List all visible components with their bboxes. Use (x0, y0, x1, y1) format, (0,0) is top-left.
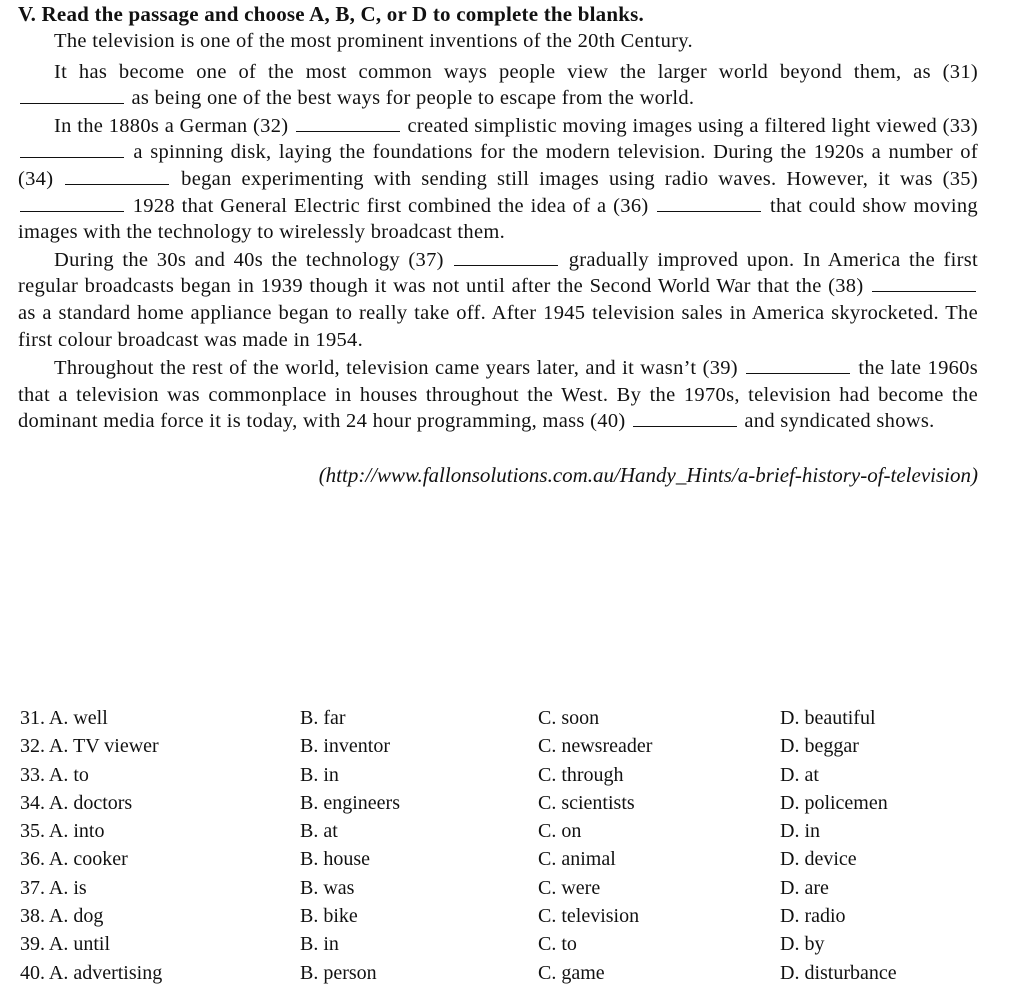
blank-32 (296, 117, 400, 132)
option-b: B. in (300, 933, 339, 956)
blank-35 (20, 197, 124, 212)
option-d: D. disturbance (780, 961, 897, 984)
p3-text-5: 1928 that General Electric first combined the idea of a (36) (132, 194, 649, 217)
answer-options (20, 704, 1000, 987)
option-a: 35. A. into (20, 820, 105, 843)
option-d: D. are (780, 876, 829, 899)
blank-34 (65, 170, 169, 185)
option-c: C. on (538, 820, 582, 843)
p4-text-2: gradually improved upon. In America the first regular broadcasts began in 1939 though it was not until after the Second World War that the (38) (18, 248, 978, 298)
blank-39 (746, 359, 850, 374)
option-a: 39. A. until (20, 933, 111, 956)
p3-text-3: a spinning disk, laying the foundations for the modern television. During the 1920s a number of (34) (18, 141, 978, 190)
option-b: B. in (300, 763, 339, 786)
option-b: B. house (300, 848, 370, 871)
blank-37 (454, 251, 558, 266)
question-row (20, 789, 1000, 817)
question-row (20, 874, 1000, 902)
option-a: 32. A. TV viewer (20, 735, 159, 758)
question-row (20, 959, 1000, 987)
p4-text-1: During the 30s and 40s the technology (37) (54, 248, 444, 271)
paragraph-2 (18, 59, 978, 112)
option-d: D. policemen (780, 791, 888, 814)
option-a: 36. A. cooker (20, 848, 128, 871)
question-row (20, 930, 1000, 958)
question-row (20, 761, 1000, 789)
option-a: 40. A. advertising (20, 961, 163, 984)
option-c: C. to (538, 933, 577, 956)
option-c: C. newsreader (538, 735, 653, 758)
option-c: C. game (538, 961, 605, 984)
option-b: B. person (300, 961, 377, 984)
p3-text-1: In the 1880s a German (32) (54, 114, 289, 137)
option-b: B. far (300, 707, 346, 729)
option-b: B. engineers (300, 791, 400, 814)
question-row (20, 704, 1000, 732)
question-row (20, 817, 1000, 845)
blank-40 (633, 412, 737, 427)
option-a: 37. A. is (20, 876, 87, 899)
paragraph-4 (18, 247, 978, 353)
section-heading: V. Read the passage and choose A, B, C, or D to complete the blanks. (18, 2, 644, 26)
option-c: C. animal (538, 848, 616, 871)
blank-31 (20, 89, 124, 104)
option-d: D. at (780, 763, 819, 786)
p3-text-2: created simplistic moving images using a filtered light viewed (33) (407, 114, 978, 137)
p5-text-3: and syndicated shows. (744, 410, 935, 433)
p3-text-4: began experimenting with sending still images using radio waves. However, it was (35) (181, 167, 978, 190)
question-row (20, 732, 1000, 760)
option-d: D. radio (780, 905, 846, 928)
option-d: D. device (780, 848, 857, 871)
option-a: 31. A. well (20, 707, 108, 729)
option-d: D. beautiful (780, 707, 876, 729)
blank-33 (20, 143, 124, 158)
paragraph-5 (18, 355, 978, 435)
p2-text-2: as being one of the best ways for people to escape from the world. (131, 87, 695, 110)
option-a: 34. A. doctors (20, 791, 133, 814)
option-b: B. at (300, 820, 338, 843)
worksheet (18, 0, 978, 489)
paragraph-1: The television is one of the most prominent inventions of the 20th Century. (54, 30, 693, 52)
p5-text-1: Throughout the rest of the world, television came years later, and it wasn’t (39) (54, 357, 738, 380)
option-b: B. bike (300, 905, 358, 928)
blank-36 (657, 197, 761, 212)
option-d: D. beggar (780, 735, 859, 758)
option-b: B. was (300, 876, 355, 899)
option-c: C. television (538, 905, 640, 928)
option-a: 38. A. dog (20, 905, 104, 928)
option-a: 33. A. to (20, 763, 89, 786)
option-c: C. were (538, 876, 601, 899)
question-row (20, 845, 1000, 873)
option-c: C. soon (538, 707, 600, 729)
option-d: D. in (780, 820, 820, 843)
blank-38 (872, 277, 976, 292)
p2-text-1: It has become one of the most common ways people view the larger world beyond them, as (31) (54, 60, 978, 83)
option-c: C. scientists (538, 791, 635, 814)
p3-text-6: that could show moving images with the technology to wirelessly broadcast them. (18, 194, 978, 244)
paragraph-3 (18, 113, 978, 246)
option-c: C. through (538, 763, 624, 786)
option-b: B. inventor (300, 735, 390, 758)
question-row (20, 902, 1000, 930)
source-citation: (http://www.fallonsolutions.com.au/Handy_Hints/a-brief-history-of-television) (318, 462, 978, 487)
p4-text-3: as a standard home appliance began to really take off. After 1945 television sales in America skyrocketed. The first colour broadcast was made in 1954. (18, 301, 978, 351)
p5-text-2: the late 1960s that a television was commonplace in houses throughout the West. By the 1970s, television had become the dominant media force it is today, with 24 hour programming, mass (40) (18, 357, 978, 433)
option-d: D. by (780, 933, 825, 956)
